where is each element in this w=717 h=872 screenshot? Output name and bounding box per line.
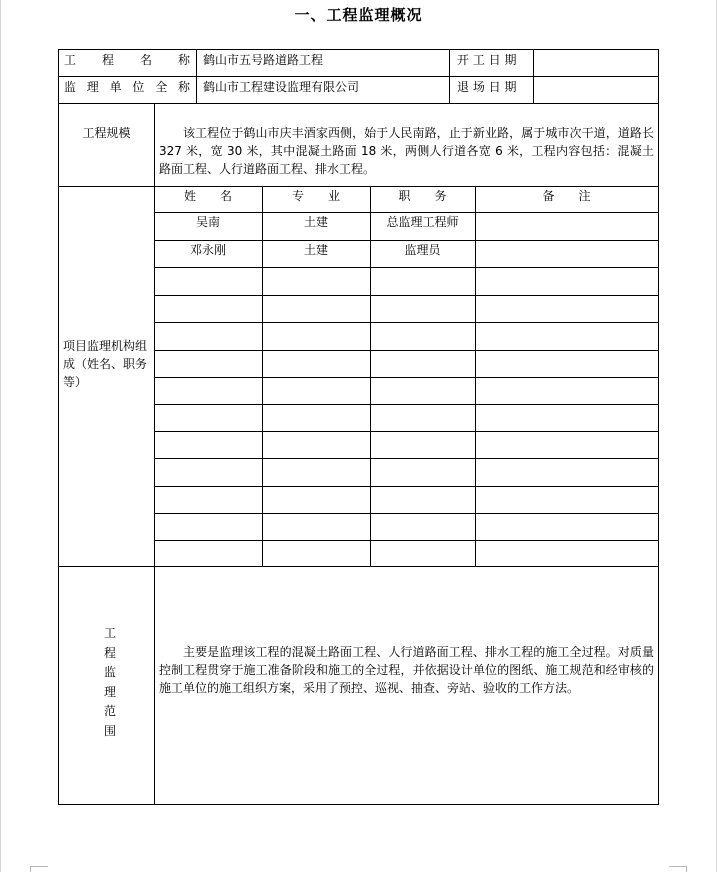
scope-label-char: 理 <box>103 684 116 699</box>
scope-text: 主要是监理该工程的混凝土路面工程、人行道路面工程、排水工程的施工全过程。对质量控制工程贯穿于施工准备阶段和施工的全过程，并依据设计单位的图纸、施工规范和经审核的施工单位的施工组织方案，采用了预控、巡视、抽查、旁站、验收的工作方法。 <box>159 645 654 695</box>
org-cell: 总监理工程师 <box>386 215 459 229</box>
org-row-divider <box>154 377 658 378</box>
scope-label-char: 围 <box>103 723 116 738</box>
org-row-divider <box>154 486 658 487</box>
project-name-label: 工 程 名 称 <box>64 53 190 67</box>
exit-date-label: 退 场 日 期 <box>457 80 517 94</box>
row-divider <box>58 566 658 567</box>
org-row-divider <box>154 212 658 213</box>
scope-label <box>100 624 120 741</box>
corner-mark-left-h <box>30 866 48 867</box>
org-cell: 吴南 <box>195 215 220 229</box>
scale-text: 该工程位于鹤山市庆丰酒家西侧，始于人民南路，止于新业路，属于城市次干道，道路长 327 米，宽 30 米，其中混凝土路面 18 米，两侧人行道各宽 6 米，工程内容包括：混凝土路面工程、人行道路面工程、排水工程。 <box>159 126 654 176</box>
col-divider <box>533 49 534 103</box>
start-date-label: 开 工 日 期 <box>457 53 517 67</box>
table-border-top <box>58 49 659 50</box>
row-divider <box>58 76 658 77</box>
supervision-unit-label: 监 理 单 位 全 称 <box>64 80 190 94</box>
org-row-divider <box>154 404 658 405</box>
org-row-divider <box>154 350 658 351</box>
row-divider <box>58 103 658 104</box>
row-divider <box>58 186 658 187</box>
page-left-edge <box>0 0 1 872</box>
org-row-divider <box>154 240 658 241</box>
org-row-divider <box>154 322 658 323</box>
org-cell: 土建 <box>303 243 328 257</box>
org-column-header: 备 注 <box>542 189 591 203</box>
scope-label-char: 程 <box>103 645 116 660</box>
org-col-divider <box>475 186 476 566</box>
org-row-divider <box>154 513 658 514</box>
org-row-divider <box>154 267 658 268</box>
scope-label-char: 工 <box>103 626 116 640</box>
scale-label: 工程规模 <box>82 126 131 140</box>
project-name-value: 鹤山市五号路道路工程 <box>203 53 324 67</box>
col-divider <box>196 49 197 103</box>
table-border-right <box>658 49 659 804</box>
org-row-divider <box>154 540 658 541</box>
org-column-header: 职 务 <box>398 189 447 203</box>
org-cell: 监理员 <box>404 243 441 257</box>
organization-label: 项目监理机构组成（姓名、职务等） <box>63 339 148 389</box>
org-column-header: 姓 名 <box>183 189 232 203</box>
supervision-unit-value: 鹤山市工程建设监理有限公司 <box>203 80 360 94</box>
col-divider <box>449 49 450 103</box>
org-cell: 邓永刚 <box>189 243 226 257</box>
org-row-divider <box>154 431 658 432</box>
org-row-divider <box>154 295 658 296</box>
scope-label-char: 范 <box>103 704 116 718</box>
scope-label-char: 监 <box>103 665 116 679</box>
org-row-divider <box>154 458 658 459</box>
org-cell: 土建 <box>303 215 328 229</box>
page-title: 一、工程监理概况 <box>294 6 423 24</box>
org-column-header: 专 业 <box>291 189 340 203</box>
corner-mark-right-h <box>669 866 687 867</box>
table-border-bottom <box>58 804 659 805</box>
col-divider <box>154 103 155 804</box>
table-border-left <box>58 49 59 804</box>
